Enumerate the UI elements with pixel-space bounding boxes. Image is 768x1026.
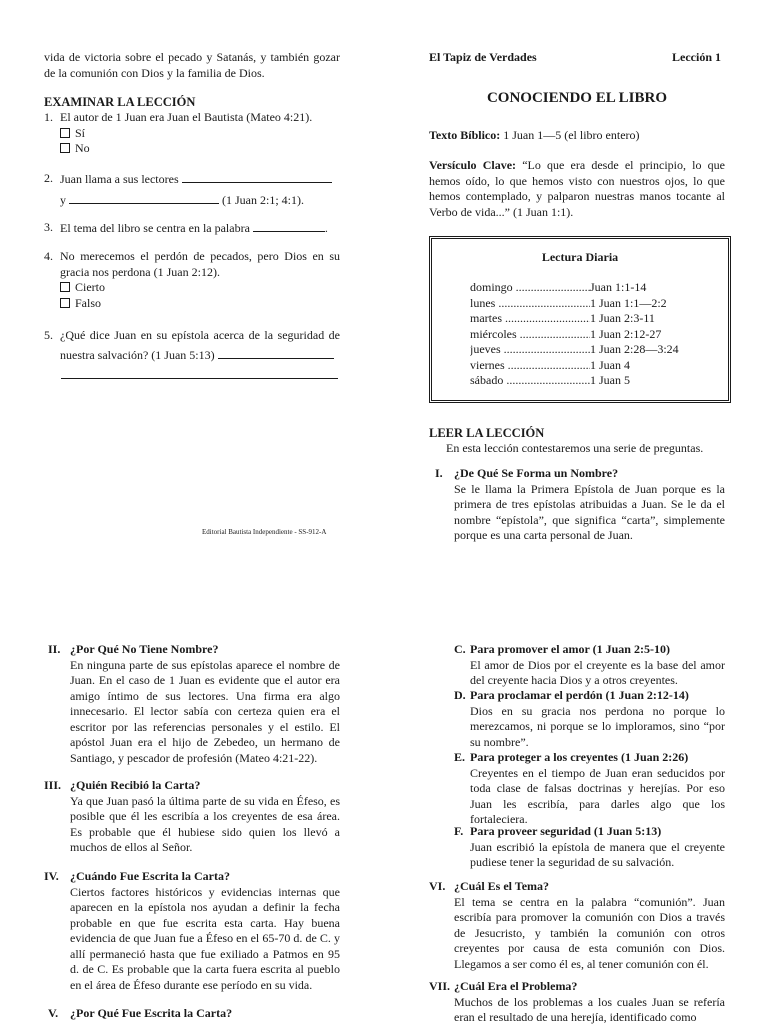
lectura-row: viernes ..... 1 Juan 4 — [470, 358, 679, 374]
section-number: IV. — [44, 869, 59, 883]
section-number: V. — [48, 1006, 59, 1020]
section-1 — [429, 466, 725, 544]
section-body: Se le llama la Primera Epístola de Juan porque es la primera de tres epístolas atribuidas a Juan. Se le da el nombre “epístola”, que significa “carta”, simplemente porque es una carta personal de Juan. — [454, 481, 725, 542]
subsection-title: Para proclamar el perdón (1 Juan 2:12-14) — [470, 688, 689, 702]
lectura-row: jueves ..... 1 Juan 2:28—3:24 — [470, 342, 679, 358]
section-number: VI. — [429, 879, 446, 893]
question-number: 1. — [44, 110, 53, 124]
question-1 — [44, 110, 340, 157]
subsection-letter: C. — [454, 642, 466, 656]
answer-blank[interactable] — [218, 347, 334, 359]
section-number: III. — [44, 778, 62, 792]
subsection-letter: F. — [454, 824, 464, 838]
publisher-footer: Editorial Bautista Independiente - SS-912-A — [202, 528, 327, 536]
question-text: El tema del libro se centra en la palabra — [60, 221, 250, 235]
checkbox-icon[interactable] — [60, 143, 70, 153]
versiculo-clave: Versículo Clave: “Lo que era desde el principio, lo que hemos oído, lo que hemos visto con nuestros ojos, lo que hemos contemplado, y palparon nuestras manos tocante al Verbo de vida...” (1 Juan 1:1). — [429, 158, 725, 219]
question-text: Juan llama a sus lectores — [60, 172, 179, 186]
section-5 — [44, 1006, 340, 1022]
question-text: ¿Qué dice Juan en su epístola acerca de la seguridad de nuestra salvación? (1 Juan 5:13) — [60, 328, 340, 362]
checkbox-icon[interactable] — [60, 128, 70, 138]
section-number: VII. — [429, 979, 451, 993]
section-body: En ninguna parte de sus epístolas aparece el nombre de Juan. En el caso de 1 Juan es evidente que el autor era amigo íntimo de sus lectores. Una firma era algo innecesario. El lector sabía con certeza quien era el escritor por las referencias personales y el estilo. El apóstol Juan era el hijo de Zebedeo, un hermano de Santiago, y pescador de profesión (Mateo 4:21-22). — [70, 657, 340, 765]
subsection-c — [454, 642, 725, 689]
subsection-body: Dios en su gracia nos perdona no porque lo merezcamos, ni porque se lo imploramos, sino “por su nombre”. — [470, 703, 725, 749]
section-2 — [44, 642, 340, 766]
question-number: 5. — [44, 328, 53, 342]
examinar-heading: EXAMINAR LA LECCIÓN — [44, 95, 196, 109]
lectura-row: sábado ..... 1 Juan 5 — [470, 373, 679, 389]
header-title: El Tapiz de Verdades — [429, 50, 537, 64]
section-title: ¿Cuál Era el Problema? — [454, 979, 578, 993]
question-text: No merecemos el perdón de pecados, pero Dios en su gracia nos perdona (1 Juan 2:12). — [60, 249, 340, 279]
subsection-f — [454, 824, 725, 871]
question-number: 4. — [44, 249, 53, 263]
subsection-body: El amor de Dios por el creyente es la base del amor del creyente hacia Dios y a otros creyentes. — [470, 657, 725, 687]
question-number: 3. — [44, 220, 53, 234]
section-title: ¿Por Qué No Tiene Nombre? — [70, 642, 219, 656]
section-title: ¿Quién Recibió la Carta? — [70, 778, 201, 792]
option-si[interactable]: Sí — [60, 126, 340, 142]
section-4 — [44, 869, 340, 993]
section-title: ¿Cuál Es el Tema? — [454, 879, 550, 893]
subsection-body: Creyentes en el tiempo de Juan eran seducidos por toda clase de falsas doctrinas y herejías. Por eso Juan les escribía, para darles algo que los fortaleciera. — [470, 765, 725, 826]
section-6 — [429, 879, 725, 972]
subsection-letter: D. — [454, 688, 466, 702]
subsection-title: Para proveer seguridad (1 Juan 5:13) — [470, 824, 662, 838]
lectura-title: Lectura Diaria — [541, 250, 619, 264]
intro-paragraph: vida de victoria sobre el pecado y Satanás, y también gozar de la comunión con Dios y la familia de Dios. — [44, 50, 340, 80]
question-text: El autor de 1 Juan era Juan el Bautista (Mateo 4:21). — [60, 110, 313, 124]
checkbox-icon[interactable] — [60, 298, 70, 308]
lectura-row: miércoles ..... 1 Juan 2:12-27 — [470, 327, 679, 343]
answer-blank[interactable] — [69, 192, 219, 204]
question-5 — [44, 325, 340, 365]
subsection-e — [454, 750, 725, 828]
section-title: ¿Cuándo Fue Escrita la Carta? — [70, 869, 230, 883]
answer-blank[interactable] — [182, 171, 332, 183]
section-title: ¿Por Qué Fue Escrita la Carta? — [70, 1006, 233, 1020]
answer-line[interactable] — [61, 367, 338, 379]
section-3 — [44, 778, 340, 856]
lectura-row: martes ..... 1 Juan 2:3-11 — [470, 311, 679, 327]
section-number: II. — [48, 642, 61, 656]
question-4 — [44, 249, 340, 311]
section-body: El tema se centra en la palabra “comunión”. Juan escribía para promover la comunión con Dios a través de Jesucristo, y también la comunión con otros creyentes por causa de esta comunión con Dios. Llegamos a ser como él es, al tener comunión con él. — [454, 894, 725, 971]
subsection-letter: E. — [454, 750, 466, 764]
subsection-body: Juan escribió la epístola de manera que el creyente pudiese tener la seguridad de su salvación. — [470, 839, 725, 869]
section-body: Ciertos factores históricos y evidencias internas que aparecen en la epístola nos ayudan a definir la fecha probable en que fue escrita esta carta. Hay buena evidencia de que Juan fue a Éfeso en el 65-70 d. de C. y allí permaneció hasta que fue exiliado a Patmos en 95 d. de C. Es probable que la carta fuera escrita al pueblo en el área de Éfeso durante ese período en su vida. — [70, 884, 340, 992]
subsection-d — [454, 688, 725, 750]
section-7 — [429, 979, 725, 1026]
lectura-list — [470, 280, 679, 389]
option-no[interactable]: No — [60, 141, 340, 157]
leer-intro: En esta lección contestaremos una serie de preguntas. — [446, 441, 704, 455]
texto-biblico: Texto Bíblico: 1 Juan 1—5 (el libro entero) — [429, 128, 640, 142]
leer-heading: LEER LA LECCIÓN — [429, 426, 545, 440]
option-cierto[interactable]: Cierto — [60, 280, 340, 296]
lectura-row: domingo ..... Juan 1:1-14 — [470, 280, 679, 296]
subsection-title: Para promover el amor (1 Juan 2:5-10) — [470, 642, 670, 656]
section-title: ¿De Qué Se Forma un Nombre? — [454, 466, 619, 480]
question-3: 3. El tema del libro se centra en la palabra . — [44, 220, 328, 235]
lectura-row: lunes ..... 1 Juan 1:1—2:2 — [470, 296, 679, 312]
question-2: 2. Juan llama a sus lectores y (1 Juan 2:1; 4:1). — [44, 171, 340, 208]
answer-blank[interactable] — [253, 220, 325, 232]
lectura-diaria-box — [429, 236, 731, 403]
header-lesson: Lección 1 — [672, 50, 721, 64]
subsection-title: Para proteger a los creyentes (1 Juan 2:26) — [470, 750, 689, 764]
lesson-title: CONOCIENDO EL LIBRO — [486, 90, 668, 106]
option-falso[interactable]: Falso — [60, 296, 340, 312]
section-body: Muchos de los problemas a los cuales Juan se refería eran el resultado de una herejía, identificado como — [454, 994, 725, 1024]
checkbox-icon[interactable] — [60, 282, 70, 292]
question-number: 2. — [44, 171, 53, 185]
section-number: I. — [435, 466, 443, 480]
section-body: Ya que Juan pasó la última parte de su vida en Éfeso, es posible que él les escribía a los creyentes de esa área. Es probable que él hubiese sido quien los llevó a muchos de ellos al Señor. — [70, 793, 340, 854]
